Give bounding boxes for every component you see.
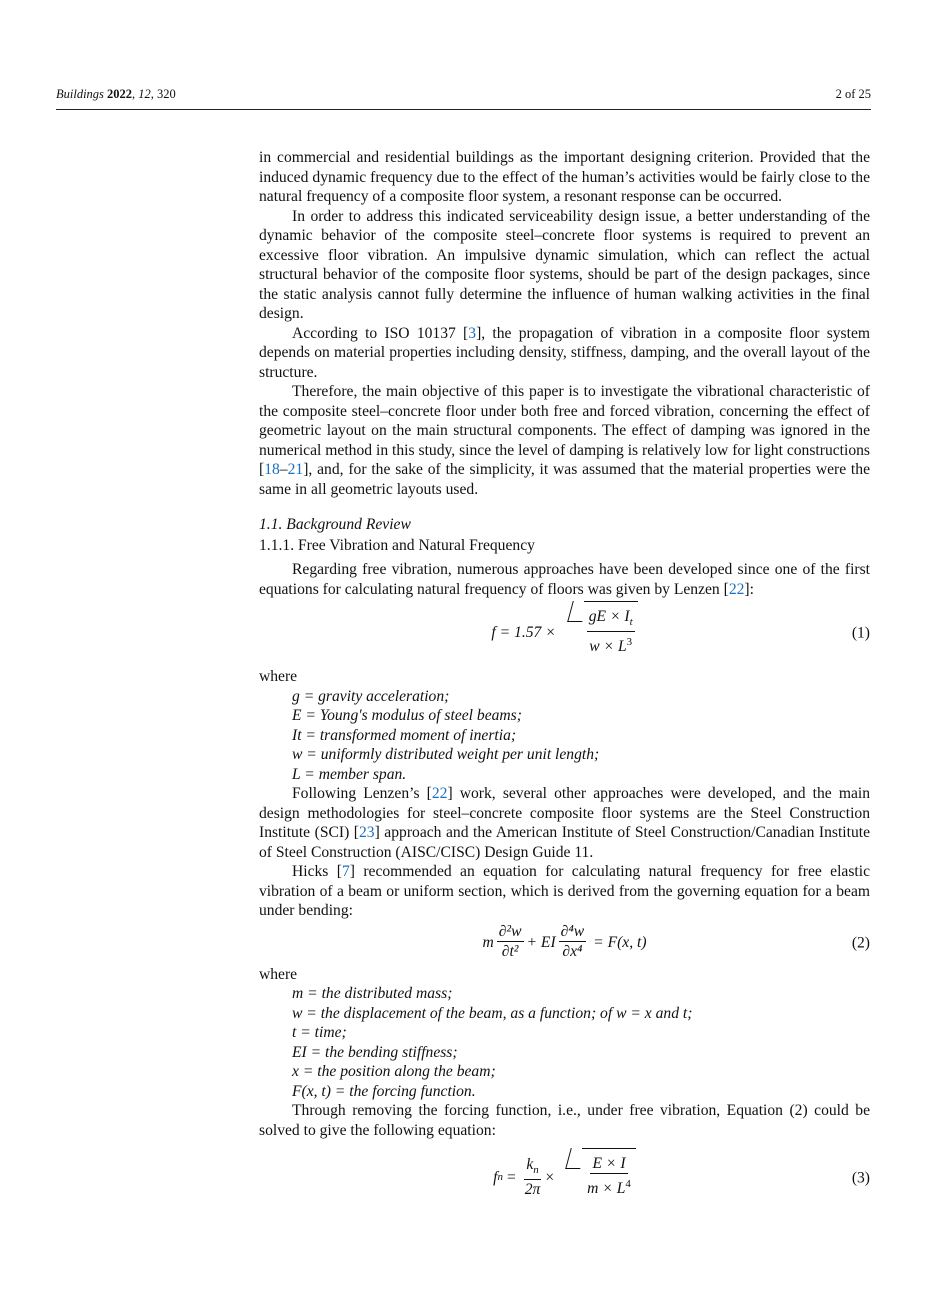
- paragraph: [259, 382, 870, 499]
- text-run: ] recommended an equation for calculating natural frequency for free elastic vibration of a beam or uniform section, which is derived from the governing equation for a beam under bending:: [259, 863, 870, 919]
- equation-number: (1): [851, 624, 870, 642]
- text-run: –: [279, 461, 288, 478]
- section-heading: 1.1. Background Review: [259, 516, 411, 533]
- journal-name: Buildings: [56, 87, 104, 101]
- intro-paragraphs: [259, 148, 870, 499]
- sqrt-sign: [570, 609, 638, 657]
- where-label: where: [259, 965, 298, 983]
- variable-definition: It = transformed moment of inertia;: [292, 726, 517, 744]
- running-header: [56, 87, 871, 102]
- text-run: ], the propagation of vibration in a composite floor system depends on material properties including density, stiffness, damping, and the overall layout of the structure.: [259, 324, 871, 381]
- eq2-den2: ∂x⁴: [562, 943, 583, 960]
- equation-number: (3): [851, 1169, 870, 1187]
- variable-definition: EI = the bending stiffness;: [292, 1043, 458, 1061]
- equation-1: [259, 599, 870, 667]
- paragraph: [259, 1101, 870, 1140]
- eq3-lhs: f: [493, 1169, 498, 1187]
- header-rule: [56, 109, 871, 110]
- variable-definition: w = the displacement of the beam, as a function; of w = x and t;: [292, 1004, 693, 1022]
- variable-list: [259, 984, 870, 1101]
- citation-link[interactable]: 3: [468, 324, 477, 342]
- eq2-den1: ∂t²: [501, 943, 519, 960]
- eq1-den-sup: 3: [626, 635, 633, 648]
- text-run: Following Lenzen’s [: [292, 785, 432, 802]
- subsection-heading: 1.1.1. Free Vibration and Natural Frequency: [259, 536, 535, 554]
- eq1-num-sub: t: [629, 615, 633, 628]
- paragraph: [259, 207, 870, 324]
- year: 2022: [107, 87, 133, 101]
- equation-3: [259, 1140, 870, 1216]
- text-run: In order to address this indicated serviceability design issue, a better understanding of the dynamic behavior of the composite steel–concrete floor systems is required to prevent an excessive floor vibration. An impulsive dynamic simulation, which can reflect the actual structural behavior of the composite floor systems, should be part of the design packages, since the static analysis cannot fully determine the influence of human walking activities in the final design.: [259, 207, 870, 322]
- eq2-plus: + EI: [526, 933, 556, 951]
- paragraph: [259, 862, 870, 921]
- variable-definition: E = Young′s modulus of steel beams;: [292, 707, 522, 724]
- variable-definition: g = gravity acceleration;: [292, 687, 450, 705]
- citation-link[interactable]: 22: [728, 580, 745, 598]
- eq3-num1: k: [526, 1155, 534, 1173]
- eq2-num2: ∂⁴w: [560, 923, 585, 940]
- where-label: where: [259, 668, 298, 685]
- sqrt-sign: [568, 1156, 636, 1199]
- eq1-numerator: gE × I: [588, 607, 630, 625]
- eq3-den2: m × L: [587, 1180, 626, 1198]
- paragraph: [259, 560, 870, 599]
- citation-link[interactable]: 22: [431, 785, 448, 802]
- article-number: 320: [157, 87, 176, 101]
- eq3-den2-sup: 4: [625, 1178, 631, 1191]
- variable-definition: F(x, t) = the forcing function.: [292, 1082, 476, 1100]
- text-run: Hicks [: [292, 863, 342, 880]
- eq3-num1-sub: n: [533, 1164, 539, 1177]
- text-run: Therefore, the main objective of this paper is to investigate the vibrational characteristic of the composite steel–concrete floor under both free and forced vibration, concerning the effect of geometric layout on the main structural components. The effect of damping was ignored in the numerical method in this study, since the level of damping is relatively low for light constructions [: [259, 383, 870, 478]
- paragraph: [259, 560, 870, 599]
- equation-2: [259, 921, 870, 965]
- paragraph: [259, 1101, 870, 1140]
- citation-link[interactable]: 7: [341, 863, 350, 880]
- paragraph: [259, 784, 870, 862]
- paragraph: [259, 148, 870, 207]
- citation-link[interactable]: 18: [264, 461, 280, 478]
- journal-citation: Buildings 2022, 12, 320: [56, 87, 176, 101]
- text-run: in commercial and residential buildings as the important designing criterion. Provided that the induced dynamic frequency due to the effect of the human’s activities would be fairly close to the natural frequency of a composite floor system, a resonant response can be occurred.: [259, 149, 870, 205]
- volume: 12: [138, 87, 151, 101]
- eq3-num2: E × I: [592, 1155, 626, 1173]
- variable-list: [259, 687, 870, 785]
- paragraph: [259, 324, 870, 383]
- text-run: ]:: [744, 580, 754, 598]
- eq2-rhs: = F(x, t): [593, 933, 647, 951]
- paragraphs: [259, 784, 870, 921]
- citation-link[interactable]: 23: [359, 824, 375, 841]
- variable-definition: m = the distributed mass;: [292, 985, 453, 1002]
- citation-link[interactable]: 21: [287, 461, 304, 478]
- text-run: Through removing the forcing function, i.e., under free vibration, Equation (2) could be solved to give the following equation:: [259, 1102, 870, 1139]
- text-run: ] work, several other approaches were developed, and the main design methodologies for steel–concrete composite floor systems are the Steel Construction Institute (SCI) [: [259, 785, 870, 841]
- eq1-lhs: f = 1.57 ×: [491, 624, 556, 642]
- eq1-denominator: w × L: [589, 638, 627, 656]
- text-run: Regarding free vibration, numerous approaches have been developed since one of the first equations for calculating natural frequency of floors was given by Lenzen [: [259, 561, 870, 598]
- body-text: [259, 148, 870, 1216]
- variable-definition: L = member span.: [292, 765, 407, 783]
- eq3-lhs-sub: n: [497, 1171, 503, 1184]
- text-run: ], and, for the sake of the simplicity, it was assumed that the material properties were the same in all geometric layouts used.: [259, 461, 870, 498]
- variable-definition: w = uniformly distributed weight per unit length;: [292, 746, 600, 763]
- eq3-den1: 2π: [524, 1181, 541, 1199]
- variable-definition: x = the position along the beam;: [292, 1063, 496, 1080]
- text-run: According to ISO 10137 [: [292, 324, 469, 342]
- eq3-equals: =: [506, 1169, 516, 1187]
- text-run: ] approach and the American Institute of Steel Construction/Canadian Institute of Steel Construction (AISC/CISC) Design Guide 11.: [259, 824, 870, 861]
- equation-number: (2): [851, 933, 870, 951]
- eq2-num1: ∂²w: [498, 923, 522, 940]
- eq2-m: m: [482, 933, 494, 951]
- variable-definition: t = time;: [292, 1024, 347, 1041]
- eq3-times: ×: [545, 1169, 555, 1187]
- page-number: 2 of 25: [835, 87, 871, 101]
